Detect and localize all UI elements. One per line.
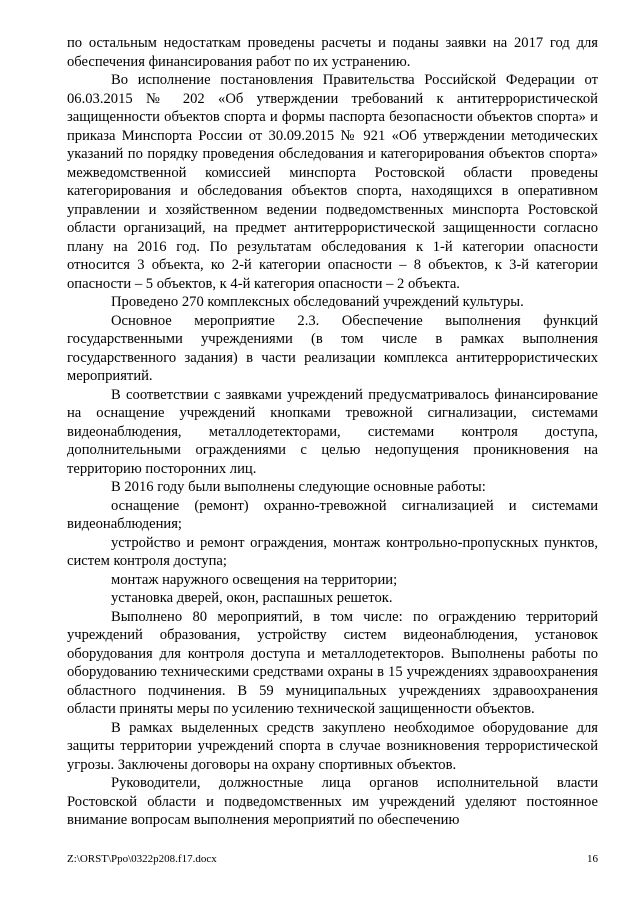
paragraph-works-intro: В 2016 году были выполнены следующие основные работы: bbox=[111, 479, 486, 495]
paragraph-culture-inspections: Проведено 270 комплексных обследований учреждений культуры. bbox=[111, 294, 524, 310]
paragraph-financing: В соответствии с заявками учреждений предусматривалось финансирование на оснащение учреждений кнопками тревожной сигнализации, системами видеонаблюдения, металлодетекторами, системами контроля доступа, дополнительными ограждениями с целью недопущения проникновения на территорию посторонних лиц. bbox=[67, 386, 598, 477]
list-item-lighting: монтаж наружного освещения на территории; bbox=[111, 571, 398, 588]
list-item-fencing: устройство и ремонт ограждения, монтаж контрольно-пропускных пунктов, систем контроля доступа; bbox=[67, 534, 598, 569]
paragraph-equipment: В рамках выделенных средств закуплено необходимое оборудование для защиты территории учреждений спорта в случае возникновения террористической угрозы. Заключены договоры на охрану спортивных объектов. bbox=[67, 719, 598, 773]
paragraph-completed-measures: Выполнено 80 мероприятий, в том числе: по ограждению территорий учреждений образования, устройству систем видеонаблюдения, установок оборудования для контроля доступа и металлодетекторов. Выполнены работы по оборудованию техническими средствами охраны в 15 учреждениях здравоохранения областного подчинения. В 59 муниципальных учреждениях здравоохранения области приняты меры по усилению технической защищенности объектов. bbox=[67, 608, 598, 717]
list-item-alarm: оснащение (ремонт) охранно-тревожной сигнализацией и системами видеонаблюдения; bbox=[67, 497, 598, 532]
document-page bbox=[67, 34, 598, 830]
footer-file-path: Z:\ORST\Ppo\0322p208.f17.docx bbox=[67, 853, 217, 865]
list-item-doors: установка дверей, окон, распашных решеток. bbox=[111, 590, 393, 606]
paragraph-main-activity: Основное мероприятие 2.3. Обеспечение выполнения функций государственными учреждениями (в том числе в рамках выполнения государственного задания) в части реализации комплекса антитеррористических мероприятий. bbox=[67, 312, 598, 384]
paragraph-continuation: по остальным недостаткам проведены расчеты и поданы заявки на 2017 год для обеспечения финансирования работ по их устранению. bbox=[67, 35, 598, 70]
page-number: 16 bbox=[587, 853, 598, 865]
paragraph-officials: Руководители, должностные лица органов исполнительной власти Ростовской области и подведомственных им учреждений уделяют постоянное внимание вопросам выполнения мероприятий по обеспечению bbox=[67, 775, 598, 828]
paragraph-categorization: Во исполнение постановления Правительства Российской Федерации от 06.03.2015 № 202 «Об утверждении требований к антитеррористической защищенности объектов спорта и формы паспорта безопасности объектов спорта» и приказа Минспорта России от 30.09.2015 № 921 «Об утверждении методических указаний по порядку проведения обследования и категорирования объектов спорта» межведомственной комиссией минспорта Ростовской области проведены категорирования и обследования объектов спорта, находящихся в оперативном управлении и хозяйственном ведении подведомственных минспорта Ростовской области организаций, на предмет антитеррористической защищенности согласно плану на 2016 год. По результатам обследования к 1-й категории опасности относится 3 объекта, ко 2-й категории опасности – 8 объектов, к 3-й категории опасности – 5 объектов, к 4-й категория опасности – 2 объекта. bbox=[67, 72, 598, 292]
